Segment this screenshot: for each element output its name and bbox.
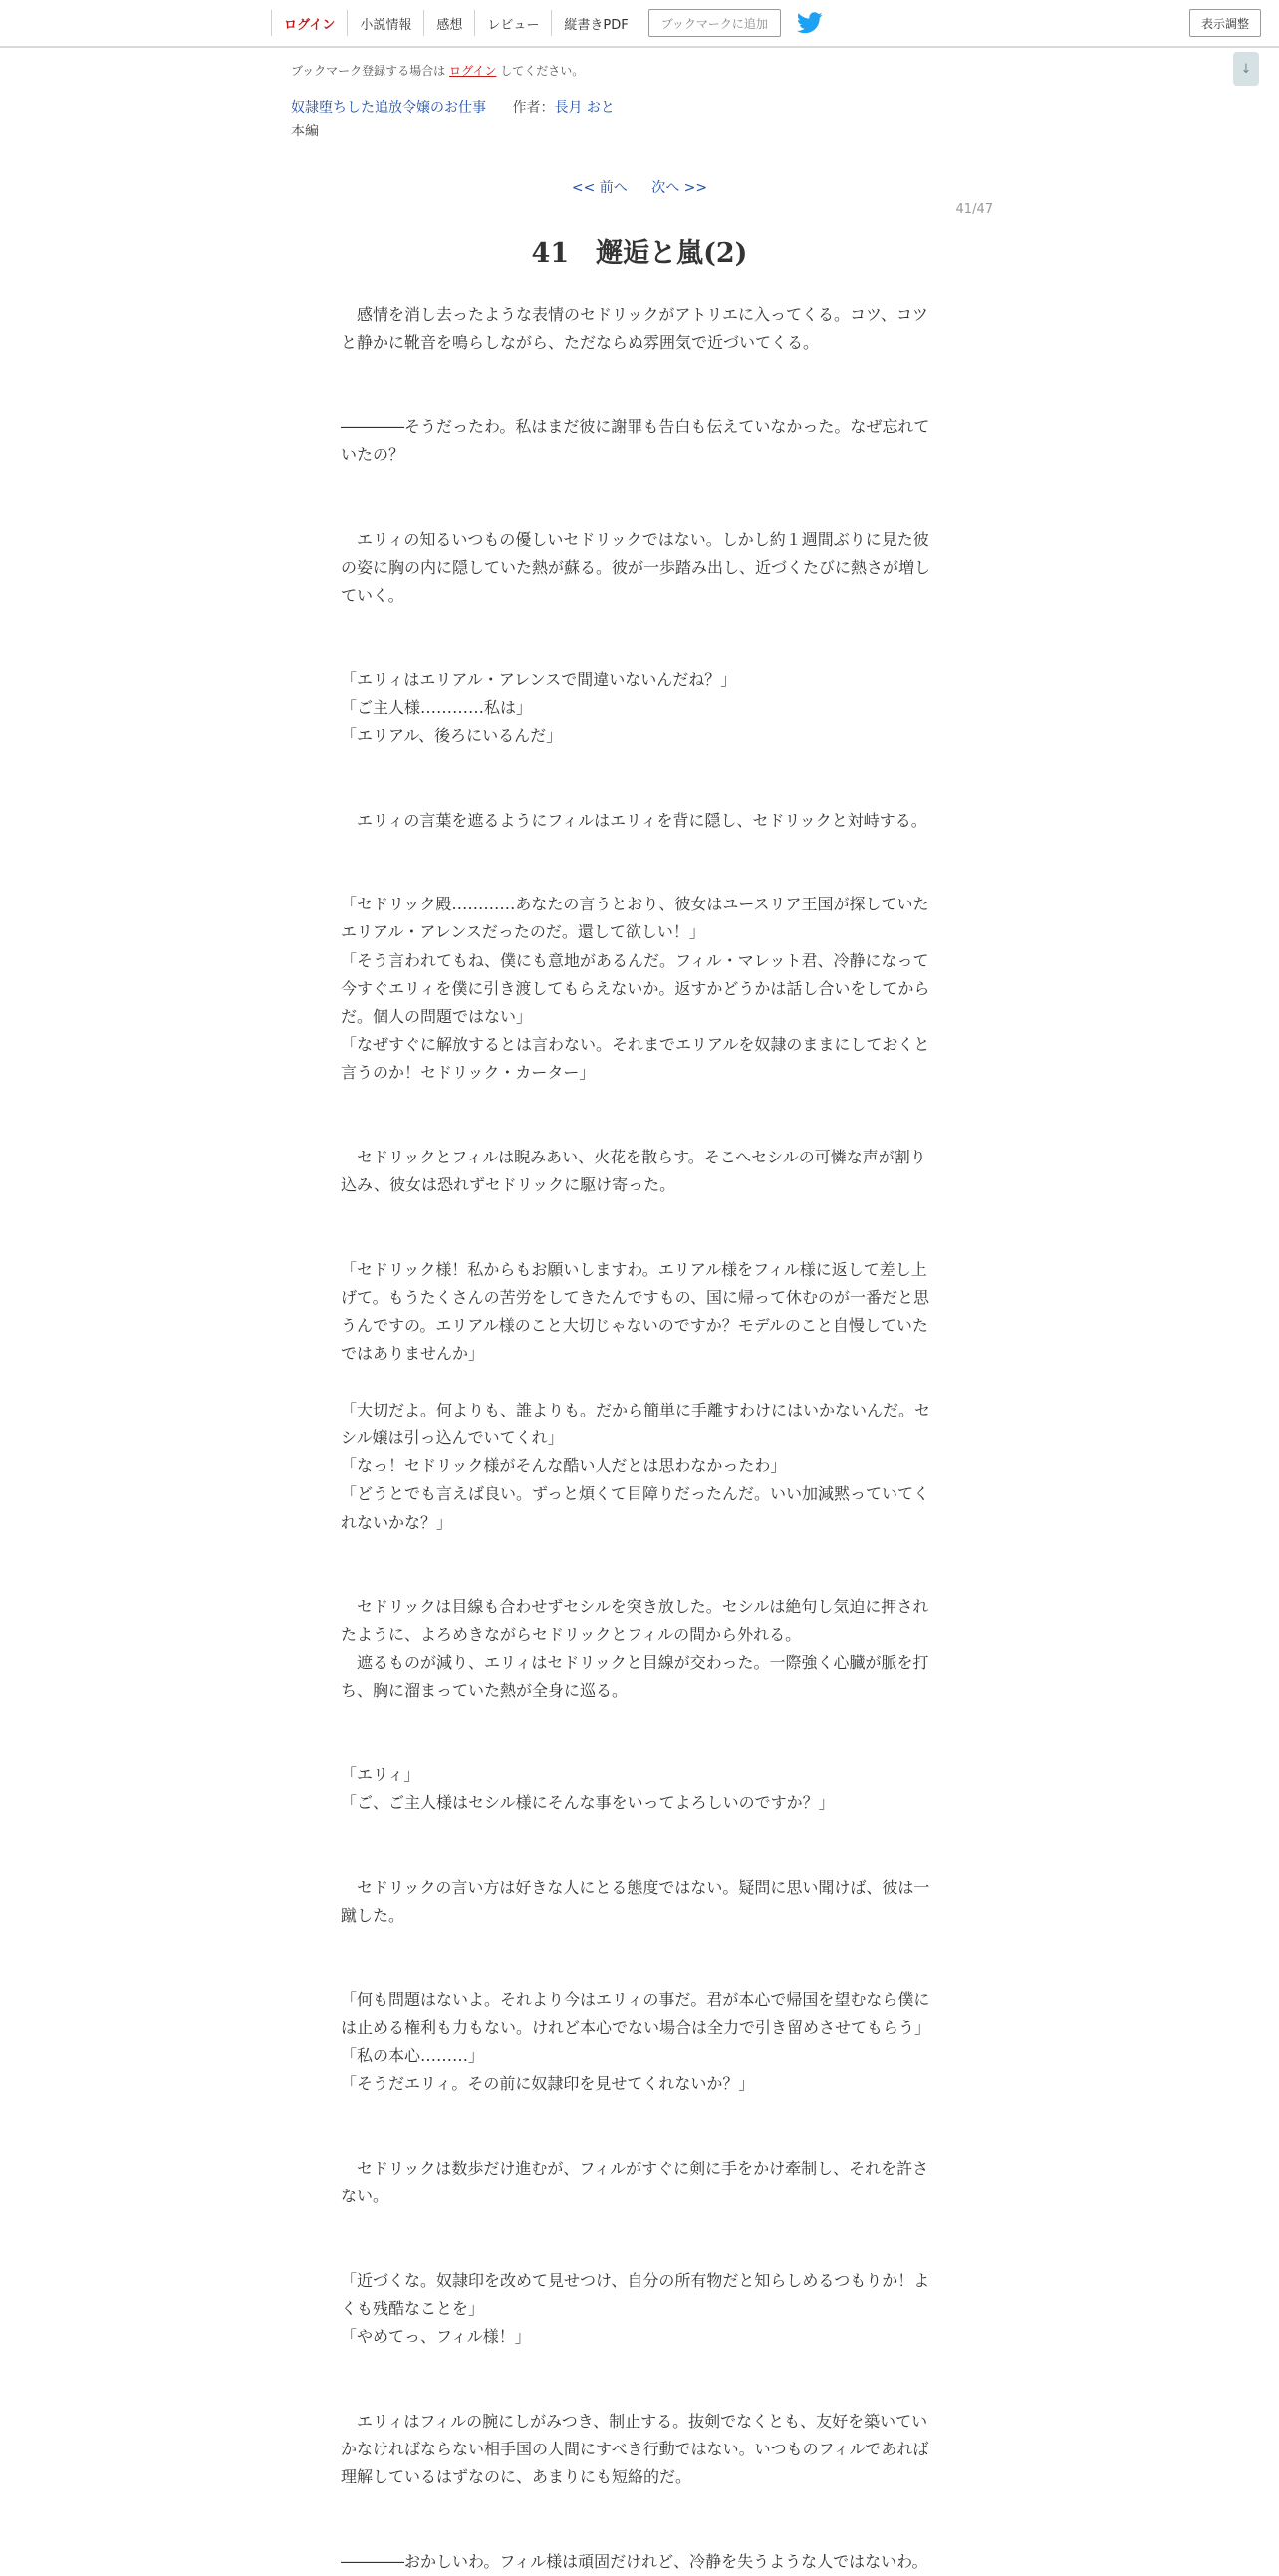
body-paragraph: 「何も問題はないよ。それより今はエリィの事だ。君が本心で帰国を望むなら僕には止める権利も力もない。けれど本心でない場合は全力で引き留めさせてもらう」 [341, 1989, 931, 2038]
blank-line [341, 1537, 938, 1565]
blank-line [341, 2210, 938, 2238]
blank-line [341, 497, 938, 525]
chapter-title: 41 邂逅と嵐(2) [531, 238, 748, 269]
blank-line [341, 750, 938, 778]
blank-line [341, 2099, 938, 2127]
blank-line [341, 1228, 938, 1256]
nav-menu [271, 0, 823, 46]
body-paragraph: 遮るものが減り、エリィはセドリックと目線が交わった。一際強く心臓が脈を打ち、胸に溜まっていた熱が全身に巡る。 [341, 1653, 929, 1700]
body-paragraph: 「近づくな。奴隷印を改めて見せつけ、自分の所有物だと知らしめるつもりか！よくも残酷なことを」 [341, 2270, 930, 2318]
bookmark-login-note [291, 62, 584, 79]
body-paragraph: エリィはフィルの腕にしがみつき、制止する。抜剣でなくとも、友好を築いていかなければならない相手国の人間にすべき行動ではない。いつものフィルであれば理解しているはずなのに、あまりにも短絡的だ。 [341, 2411, 929, 2487]
body-paragraph: 「なぜすぐに解放するとは言わない。それまでエリアルを奴隷のままにしておくと言うのか！セドリック・カーター」 [341, 1035, 930, 1083]
nav-novel-info-link[interactable]: 小説情報 [347, 10, 423, 36]
blank-line [341, 2351, 938, 2379]
blank-line [341, 469, 938, 497]
bookmark-note-text-after: してください。 [500, 64, 585, 78]
novel-meta [291, 97, 615, 117]
author-label: 作者： [512, 100, 555, 116]
body-paragraph: ――――そうだったわ。私はまだ彼に謝罪も告白も伝えていなかった。なぜ忘れていたの？ [341, 416, 930, 464]
bookmark-note-text: ブックマーク登録する場合は [291, 64, 446, 78]
body-paragraph: 「大切だよ。何よりも、誰よりも。だから簡単に手離すわけにはいかないんだ。セシル嬢は引っ込んでいてくれ」 [341, 1400, 931, 1447]
blank-line [341, 1733, 938, 1761]
prev-page-link[interactable]: << 前へ [571, 180, 628, 196]
blank-line [341, 2380, 938, 2408]
body-paragraph: セドリックとフィルは睨みあい、火花を散らす。そこへセシルの可憐な声が割り込み、彼女は恐れずセドリックに駆け寄った。 [341, 1147, 926, 1195]
body-paragraph: 「セドリック様！私からもお願いしますわ。エリアル様をフィル様に返して差し上げて。もうたくさんの苦労をしてきたんですもの、国に帰って休むのが一番だと思うんですの。エリアル様のこと大切じゃないのですか？モデルのこと自慢していたではありませんか」 [341, 1259, 930, 1364]
nav-impressions-link[interactable]: 感想 [423, 10, 474, 36]
blank-line [341, 835, 938, 863]
body-paragraph: セドリックの言い方は好きな人にとる態度ではない。疑問に思い聞けば、彼は一蹴した。 [341, 1878, 930, 1926]
blank-line [341, 386, 938, 413]
body-paragraph: 「やめてっ、フィル様！」 [341, 2327, 531, 2347]
blank-line [341, 1705, 938, 1733]
body-paragraph: ――――おかしいわ。フィル様は頑固だけれど、冷静を失うような人ではないわ。 [341, 2551, 928, 2571]
blank-line [341, 638, 938, 665]
top-nav-bar [0, 0, 1279, 48]
body-paragraph: 「セドリック殿…………あなたの言うとおり、彼女はユースリア王国が探していたエリアル・アレンスだったのだ。還して欲しい！」 [341, 895, 929, 942]
blank-line [341, 1116, 938, 1144]
body-paragraph: 「ご主人様…………私は」 [341, 697, 533, 717]
novel-title-link[interactable]: 奴隷堕ちした追放令嬢のお仕事 [291, 100, 486, 116]
blank-line [341, 863, 938, 891]
body-paragraph: 「エリアル、後ろにいるんだ」 [341, 725, 563, 745]
body-paragraph: 「そう言われてもね、僕にも意地があるんだ。フィル・マレット君、冷静になって今すぐエリィを僕に引き渡してもらえないか。返すかどうかは話し合いをしてからだ。個人の問題ではない」 [341, 950, 930, 1026]
blank-line [341, 1818, 938, 1846]
body-paragraph: エリィの言葉を遮るようにフィルはエリィを背に隠し、セドリックと対峙する。 [341, 810, 927, 830]
add-bookmark-button[interactable]: ブックマークに追加 [648, 9, 781, 37]
scroll-down-icon[interactable]: ↓ [1233, 52, 1259, 86]
nav-review-link[interactable]: レビュー [474, 10, 551, 36]
blank-line [341, 357, 938, 385]
blank-line [341, 778, 938, 806]
blank-line [341, 1088, 938, 1116]
blank-line [341, 1369, 938, 1397]
display-settings-button[interactable]: 表示調整 [1189, 9, 1261, 37]
blank-line [341, 1958, 938, 1986]
body-paragraph: セドリックは目線も合わせずセシルを突き放した。セシルは絶句し気迫に押されたように、よろめきながらセドリックとフィルの間から外れる。 [341, 1597, 929, 1645]
blank-line [341, 1930, 938, 1957]
blank-line [341, 2491, 938, 2519]
blank-line [341, 1846, 938, 1874]
body-paragraph: 「エリィはエリアル・アレンスで間違いないんだね？」 [341, 669, 737, 689]
body-paragraph: 感情を消し去ったような表情のセドリックがアトリエに入ってくる。コツ、コツと静かに靴音を鳴らしながら、ただならぬ雰囲気で近づいてくる。 [341, 305, 928, 353]
nav-login-link[interactable]: ログイン [271, 10, 347, 36]
blank-line [341, 2520, 938, 2548]
nav-vertical-pdf-link[interactable]: 縦書きPDF [551, 10, 640, 36]
novel-body-text [341, 301, 938, 2576]
author-link[interactable]: 長月 おと [554, 100, 615, 116]
chapter-group-label: 本編 [291, 124, 319, 139]
pager [0, 177, 1279, 197]
page-number: 41/47 [955, 202, 993, 217]
body-paragraph: 「そうだエリィ。その前に奴隷印を見せてくれないか？」 [341, 2074, 755, 2094]
blank-line [341, 2127, 938, 2155]
body-paragraph: エリィの知るいつもの優しいセドリックではない。しかし約１週間ぶりに見た彼の姿に胸の内に隠していた熱が蘇る。彼が一歩踏み出し、近づくたびに熱さが増していく。 [341, 529, 931, 605]
body-paragraph: 「エリィ」 [341, 1765, 420, 1785]
blank-line [341, 1199, 938, 1227]
blank-line [341, 1565, 938, 1593]
body-paragraph: 「私の本心………」 [341, 2046, 485, 2066]
blank-line [341, 2239, 938, 2267]
body-paragraph: セドリックは数歩だけ進むが、フィルがすぐに剣に手をかけ牽制し、それを許さない。 [341, 2159, 929, 2206]
twitter-icon[interactable] [797, 12, 823, 34]
blank-line [341, 610, 938, 638]
body-paragraph: 「ご、ご主人様はセシル様にそんな事をいってよろしいのですか？」 [341, 1793, 835, 1813]
next-page-link[interactable]: 次へ >> [651, 180, 708, 196]
body-paragraph: 「どうとでも言えば良い。ずっと煩くて目障りだったんだ。いい加減黙っていてくれないかな？」 [341, 1484, 930, 1532]
body-paragraph: 「なっ！セドリック様がそんな酷い人だとは思わなかったわ」 [341, 1456, 787, 1476]
bookmark-note-login-link[interactable]: ログイン [449, 64, 497, 78]
